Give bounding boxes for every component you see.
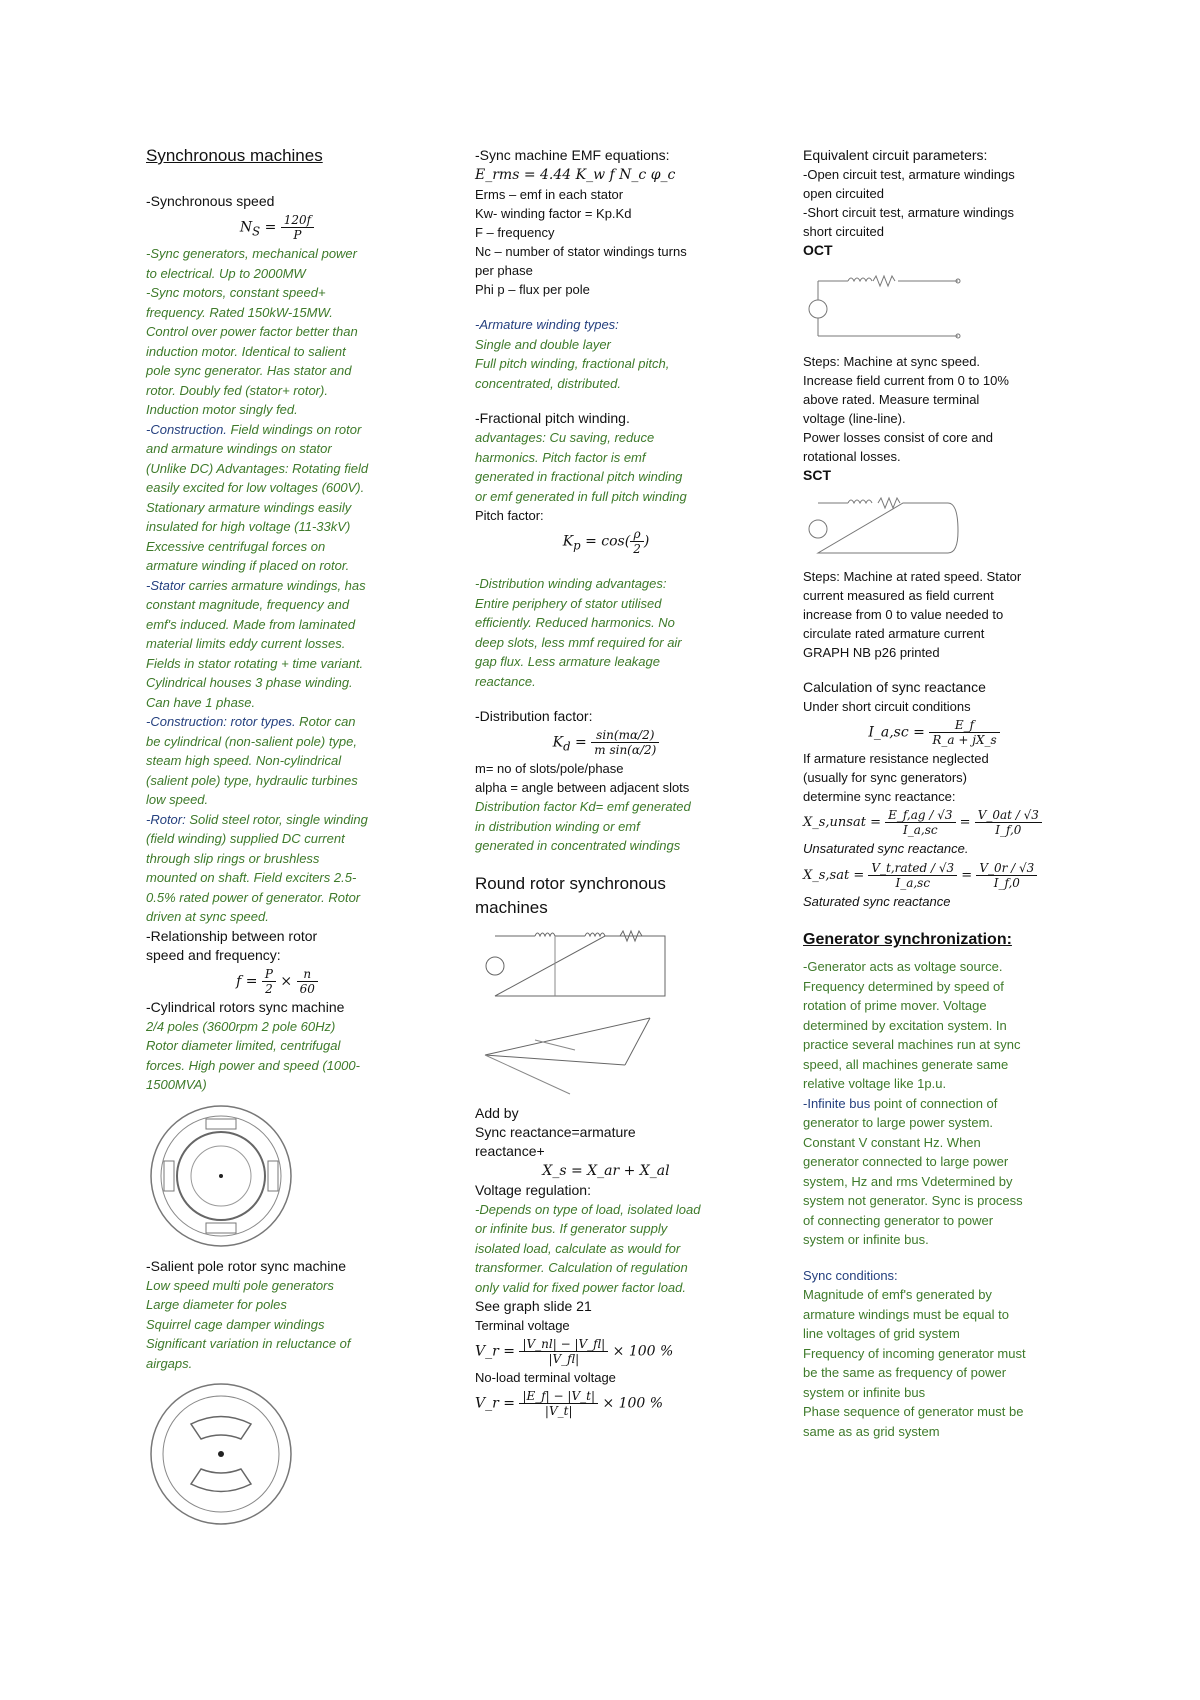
text-line: rotation of prime mover. Voltage xyxy=(803,998,987,1013)
text-line: Steps: Machine at rated speed. Stator xyxy=(803,569,1022,584)
distribution-factor-heading: -Distribution factor: xyxy=(475,708,593,724)
text-line: isolated load, calculate as would for xyxy=(475,1240,681,1256)
oct-steps xyxy=(803,352,1065,466)
text-line: -Sync motors, constant speed+ xyxy=(146,285,326,300)
sync-reactance-formula: X_s = X_ar + X_al xyxy=(542,1162,670,1179)
text-line: above rated. Measure terminal xyxy=(803,392,980,407)
rotor-paragraph: -Rotor: Solid steel rotor, single winding xyxy=(146,811,368,827)
sync-conditions-heading: Sync conditions: xyxy=(803,1267,898,1283)
text-line: Erms – emf in each stator xyxy=(475,187,624,202)
text-line: only valid for fixed power factor load. xyxy=(475,1279,686,1295)
fractional-heading: -Fractional pitch winding. xyxy=(475,410,630,426)
rotor-types-paragraph: -Construction: rotor types. Rotor can xyxy=(146,714,356,729)
text-line: same as as grid system xyxy=(803,1423,940,1439)
round-rotor-title: Round rotor synchronous machines xyxy=(475,873,666,917)
text-line: deep slots, less mmf required for air xyxy=(475,634,682,650)
oct-circuit-diagram xyxy=(803,266,963,346)
text-line: Cylindrical houses 3 phase winding. xyxy=(146,675,353,690)
construction-paragraph: -Construction. Field windings on rotor xyxy=(146,421,362,437)
add-by-text xyxy=(475,1104,737,1161)
text-line: through slip rings or brushless xyxy=(146,850,320,866)
text-line: Full pitch winding, fractional pitch, xyxy=(475,356,670,371)
text-line: to electrical. Up to 2000MW xyxy=(146,265,306,281)
construction-rest xyxy=(146,439,408,576)
text-line: system or infinite bus xyxy=(803,1384,926,1400)
armature-heading: -Armature winding types: xyxy=(475,317,619,332)
text-line: current measured as field current xyxy=(803,588,994,603)
distribution-adv-heading: -Distribution winding advantages: xyxy=(475,576,667,591)
text-line: Nc – number of stator windings turns xyxy=(475,244,687,259)
text-line: efficiently. Reduced harmonics. No xyxy=(475,615,675,630)
salient-text xyxy=(146,1276,408,1374)
sync-motors-text xyxy=(146,283,408,420)
text-line: speed, all machines generate same xyxy=(803,1056,1009,1072)
text-line: system, Hz and rms Vdetermined by xyxy=(803,1173,1013,1189)
sat-reactance-formula: X_s,sat = $\frac{\text{V\_t,rated / √3}}{I\_a,sc}$ = $\frac{V\_0r / √3}{I\_f,0}$ xyxy=(803,861,1065,890)
text-line: induction motor. Identical to salient xyxy=(146,343,346,359)
terminal-voltage-label: Terminal voltage xyxy=(475,1318,570,1333)
text-line: be the same as frequency of power xyxy=(803,1365,1007,1380)
phasor-diagram xyxy=(475,1010,675,1098)
regulation-formula-2: V_r = $\frac{|E\_f| - |V\_t|}{|V\_t|}$ × 100 % xyxy=(475,1389,664,1418)
text-line: mounted on shaft. Field exciters 2.5- xyxy=(146,870,357,885)
text-line: Frequency of incoming generator must xyxy=(803,1345,1026,1361)
text-line: Power losses consist of core and xyxy=(803,430,994,445)
text-line: -Relationship between rotor xyxy=(146,927,318,944)
emf-heading: -Sync machine EMF equations: xyxy=(475,147,670,163)
text-line: -Sync generators, mechanical power xyxy=(146,246,357,261)
noload-voltage-label: No-load terminal voltage xyxy=(475,1370,616,1385)
text-line: Squirrel cage damper windings xyxy=(146,1316,325,1332)
sync-conditions-text xyxy=(803,1285,1065,1441)
text-line: system or infinite bus. xyxy=(803,1232,929,1247)
text-line: speed and frequency: xyxy=(146,946,281,963)
calc-heading: Calculation of sync reactance xyxy=(803,679,986,695)
calc-text xyxy=(803,749,1065,806)
text-line: circulate rated armature current xyxy=(803,626,985,641)
stator-paragraph: -Stator carries armature windings, has xyxy=(146,577,366,593)
text-line: Stationary armature windings easily xyxy=(146,499,352,515)
sct-label: SCT xyxy=(803,467,831,483)
text-line: line voltages of grid system xyxy=(803,1326,960,1341)
gen-sync-title: Generator synchronization: xyxy=(803,931,1012,948)
text-line: generator connected to large power xyxy=(803,1154,1009,1169)
text-line: emf's induced. Made from laminated xyxy=(146,616,356,632)
text-line: Distribution factor Kd= emf generated xyxy=(475,799,691,814)
text-line: rotational losses. xyxy=(803,449,901,464)
text-line: armature winding if placed on rotor. xyxy=(146,558,350,573)
text-line: (usually for sync generators) xyxy=(803,770,968,785)
text-line: relative voltage like 1p.u. xyxy=(803,1076,947,1091)
text-line: Large diameter for poles xyxy=(146,1297,287,1312)
text-line: alpha = angle between adjacent slots xyxy=(475,780,690,795)
fractional-text xyxy=(475,428,737,506)
sct-steps xyxy=(803,567,1065,662)
text-line: be cylindrical (non-salient pole) type, xyxy=(146,733,357,749)
text-line: Single and double layer xyxy=(475,336,611,352)
emf-definitions xyxy=(475,185,737,299)
text-line: Phase sequence of generator must be xyxy=(803,1404,1024,1419)
text-line: rotor. Doubly fed (stator+ rotor). xyxy=(146,382,328,398)
text-line: determined by excitation system. In xyxy=(803,1017,1007,1033)
text-line: increase from 0 to value needed to xyxy=(803,607,1004,622)
column-2 xyxy=(475,146,737,1420)
text-line: Magnitude of emf's generated by xyxy=(803,1287,992,1302)
text-line: reactance. xyxy=(475,673,536,689)
relationship-heading xyxy=(146,927,408,965)
text-line: Constant V constant Hz. When xyxy=(803,1134,981,1150)
infinite-bus-rest xyxy=(803,1113,1065,1250)
graph-slide-note: See graph slide 21 xyxy=(475,1298,592,1314)
text-line: generated in fractional pitch winding xyxy=(475,469,683,484)
text-line: system not generator. Sync is process xyxy=(803,1193,1023,1208)
pitch-factor-formula: $K_p = \cos$( $\frac{\rho}{2}$ ) xyxy=(562,527,650,556)
text-line: concentrated, distributed. xyxy=(475,375,621,391)
text-line: or emf generated in full pitch winding xyxy=(475,488,687,504)
voltage-regulation-heading: Voltage regulation: xyxy=(475,1181,591,1198)
sat-label: Saturated sync reactance xyxy=(803,893,951,909)
rotor-rest xyxy=(146,829,408,927)
text-line: Excessive centrifugal forces on xyxy=(146,538,326,554)
text-line: Low speed multi pole generators xyxy=(146,1277,334,1293)
sct-circuit-diagram xyxy=(803,491,963,561)
text-line: gap flux. Less armature leakage xyxy=(475,654,660,669)
text-line: 0.5% rated power of generator. Rotor xyxy=(146,889,361,905)
emf-formula: E_rms = 4.44 K_w f N_c φ_c xyxy=(475,167,676,183)
text-line: per phase xyxy=(475,263,533,278)
text-line: forces. High power and speed (1000- xyxy=(146,1057,360,1073)
text-line: short circuited xyxy=(803,224,884,239)
text-line: Frequency determined by speed of xyxy=(803,978,1004,994)
column-3 xyxy=(803,146,1065,1441)
distribution-factor-definition xyxy=(475,797,737,856)
text-line: in distribution winding or emf xyxy=(475,818,640,834)
text-line: easily excited for low voltages (600V). xyxy=(146,480,365,495)
text-line: Significant variation in reluctance of xyxy=(146,1336,351,1351)
text-line: frequency. Rated 150kW-15MW. xyxy=(146,304,333,320)
text-line: Induction motor singly fed. xyxy=(146,402,298,417)
text-line: Kw- winding factor = Kp.Kd xyxy=(475,206,632,221)
text-line: Entire periphery of stator utilised xyxy=(475,595,662,611)
text-line: or infinite bus. If generator supply xyxy=(475,1221,668,1236)
salient-pole-rotor-figure xyxy=(146,1379,296,1529)
rotor-types-rest xyxy=(146,732,408,810)
text-line: Phi p – flux per pole xyxy=(475,282,590,297)
calc-subheading: Under short circuit conditions xyxy=(803,699,971,714)
voltage-regulation-text xyxy=(475,1200,737,1298)
unsat-reactance-formula: X_s,unsat = $\frac{E\_f,ag / √3}{I\_a,sc}$ = $\frac{V\_0at / √3}{I\_f,0}$ xyxy=(803,808,1065,837)
infinite-bus-paragraph: -Infinite bus point of connection of xyxy=(803,1095,998,1111)
text-line: -Short circuit test, armature windings xyxy=(803,205,1014,220)
text-line: Can have 1 phase. xyxy=(146,694,256,710)
text-line: (Unlike DC) Advantages: Rotating field xyxy=(146,460,369,476)
text-line: airgaps. xyxy=(146,1355,193,1371)
text-line: Fields in stator rotating + time variant. xyxy=(146,655,364,671)
salient-heading: -Salient pole rotor sync machine xyxy=(146,1257,346,1274)
cylindrical-heading: -Cylindrical rotors sync machine xyxy=(146,998,345,1015)
text-line: 1500MVA) xyxy=(146,1077,207,1092)
sync-speed-formula: $N_S$ = $\frac{120f}{P}$ xyxy=(146,213,408,242)
sync-speed-heading: -Synchronous speed xyxy=(146,193,275,209)
short-circuit-current-formula: I_a,sc = $\frac{E\_f}{R\_a + jX\_s}$ xyxy=(803,718,1065,747)
text-line: advantages: Cu saving, reduce xyxy=(475,430,655,445)
armature-text xyxy=(475,335,737,394)
equivalent-text xyxy=(803,165,1065,241)
text-line: low speed. xyxy=(146,792,209,807)
stator-rest xyxy=(146,595,408,712)
text-line: of connecting generator to power xyxy=(803,1212,994,1228)
text-line: -Depends on type of load, isolated load xyxy=(475,1201,701,1217)
text-line: F – frequency xyxy=(475,225,555,240)
column-1 xyxy=(146,146,408,1535)
text-line: voltage (line-line). xyxy=(803,411,906,426)
pitch-factor-label: Pitch factor: xyxy=(475,508,544,523)
text-line: (salient pole) type, hydraulic turbines xyxy=(146,772,358,788)
text-line: (field winding) supplied DC current xyxy=(146,831,345,846)
text-line: generated in concentrated windings xyxy=(475,838,681,853)
gen-sync-text xyxy=(803,957,1065,1094)
text-line: insulated for high voltage (11-33kV) xyxy=(146,519,351,534)
text-line: Sync reactance=armature xyxy=(475,1123,636,1140)
text-line: steam high speed. Non-cylindrical xyxy=(146,753,342,768)
equivalent-circuit-diagram xyxy=(475,926,675,1004)
text-line: reactance+ xyxy=(475,1142,545,1159)
distribution-adv-text xyxy=(475,594,737,692)
text-line: generator to large power system. xyxy=(803,1115,994,1130)
text-line: Rotor diameter limited, centrifugal xyxy=(146,1038,341,1053)
cylindrical-text xyxy=(146,1017,408,1095)
text-line: m= no of slots/pole/phase xyxy=(475,761,624,776)
text-line: material limits eddy current losses. xyxy=(146,636,346,651)
text-line: Control over power factor better than xyxy=(146,324,358,339)
frequency-formula: f = $\frac{P}{2}$ × $\frac{n}{60}$ xyxy=(146,967,408,996)
unsat-label: Unsaturated sync reactance. xyxy=(803,841,969,856)
cylindrical-rotor-figure xyxy=(146,1101,296,1251)
text-line: Steps: Machine at sync speed. xyxy=(803,354,981,369)
text-line: transformer. Calculation of regulation xyxy=(475,1260,688,1275)
text-line: determine sync reactance: xyxy=(803,789,956,804)
sync-generators-text xyxy=(146,244,408,283)
text-line: and armature windings on stator xyxy=(146,441,332,456)
text-line: GRAPH NB p26 printed xyxy=(803,645,940,660)
text-line: 2/4 poles (3600rpm 2 pole 60Hz) xyxy=(146,1018,336,1034)
text-line: Increase field current from 0 to 10% xyxy=(803,373,1009,388)
text-line: -Generator acts as voltage source. xyxy=(803,959,1003,974)
text-line: If armature resistance neglected xyxy=(803,751,989,766)
oct-label: OCT xyxy=(803,242,833,258)
text-line: driven at sync speed. xyxy=(146,909,269,924)
text-line: pole sync generator. Has stator and xyxy=(146,363,352,378)
text-line: -Open circuit test, armature windings xyxy=(803,167,1015,182)
regulation-formula-1: V_r = $\frac{|V\_nl| - |V\_fl|}{|V\_fl|}$ × 100 % xyxy=(475,1337,674,1366)
text-line: Add by xyxy=(475,1104,519,1121)
equivalent-heading: Equivalent circuit parameters: xyxy=(803,147,988,163)
text-line: armature windings must be equal to xyxy=(803,1306,1009,1322)
distribution-definitions xyxy=(475,759,737,797)
text-line: open circuited xyxy=(803,186,884,201)
text-line: harmonics. Pitch factor is emf xyxy=(475,449,646,465)
text-line: practice several machines run at sync xyxy=(803,1037,1021,1052)
distribution-factor-formula: $K_d$ = $\frac{\sin(m\alpha/2)}{\text{m sin(α/2)}}$ xyxy=(475,728,737,757)
page-title: Synchronous machines xyxy=(146,146,323,165)
text-line: constant magnitude, frequency and xyxy=(146,597,350,612)
